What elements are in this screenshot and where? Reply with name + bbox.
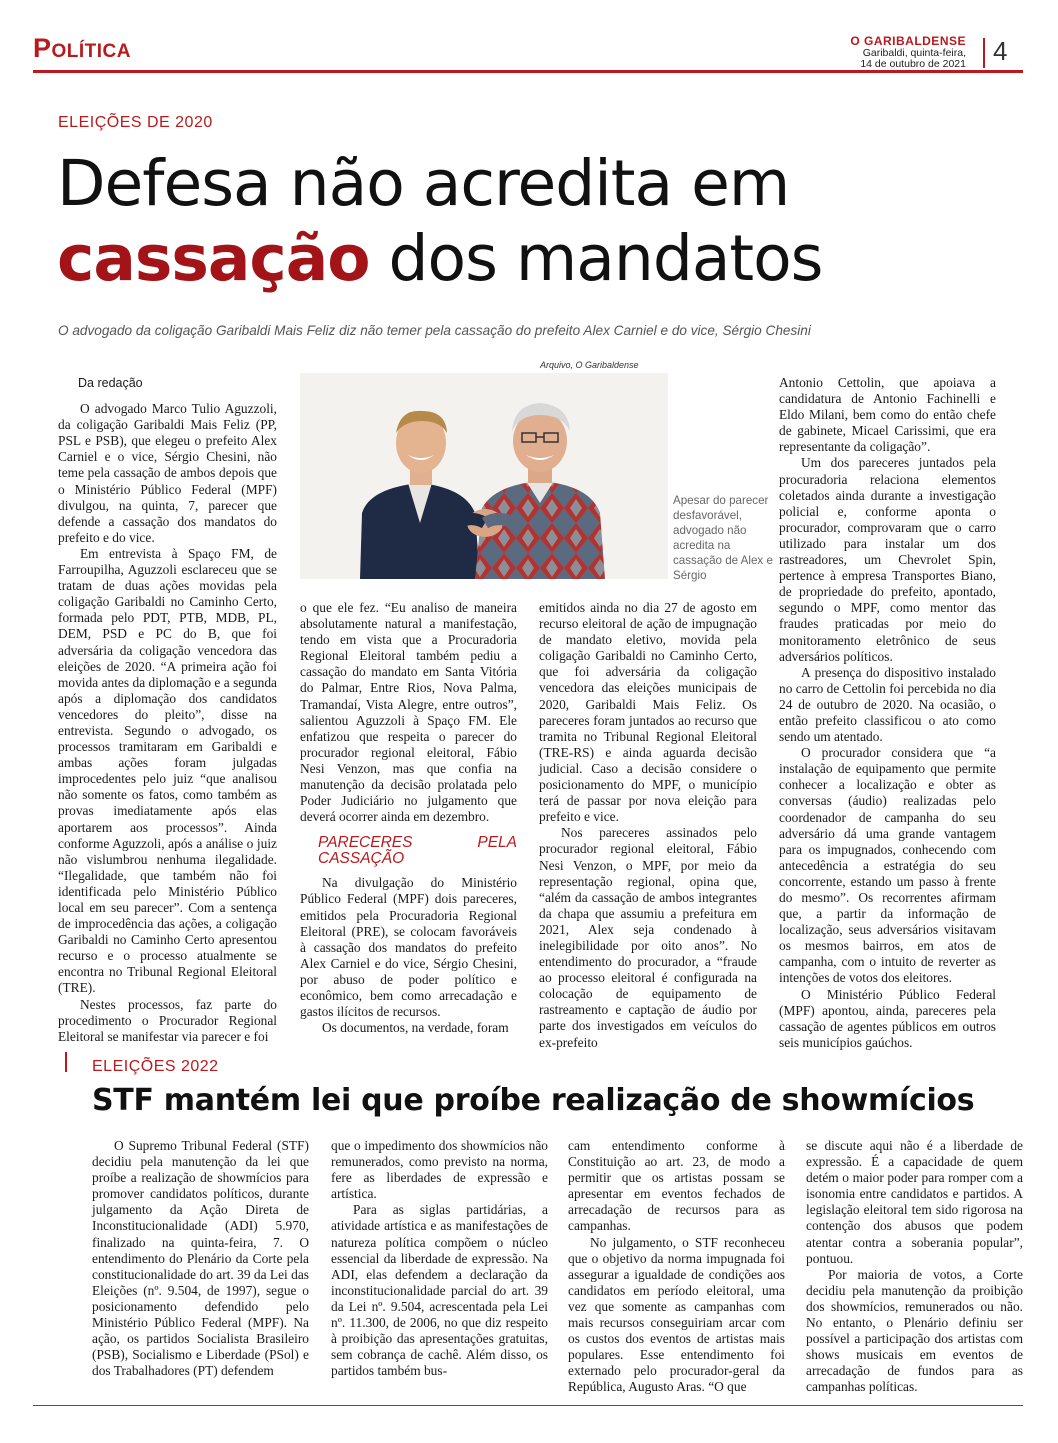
article1-column-4 xyxy=(779,375,996,1051)
photo-caption: Apesar do parecer desfavorável, advogado não acredita na cassação de Alex e Sérgio xyxy=(673,494,773,582)
paragraph: Para as siglas partidárias, a atividade artística e as manifestações de natureza política compõem o núcleo essencial da liberdade de expressão. Na ADI, elas defendem a declaração da inconstitucionalidade parcial do art. 39 da Lei nº. 9.504, acrescentada pela Lei nº. 11.300, de 2006, no que diz respeito à proibição das apresentações gratuitas, sem cobrança de cachê. Além disso, os partidos também bus- xyxy=(331,1202,548,1379)
paragraph: Nestes processos, faz parte do procedimento o Procurador Regional Eleitoral se manifestar via parecer e foi xyxy=(58,996,277,1044)
edition-place: Garibaldi, quinta-feira, xyxy=(862,46,966,59)
article2-divider xyxy=(65,1052,67,1072)
header-rule xyxy=(33,70,1023,73)
article1-column-3 xyxy=(539,600,757,1051)
article2-column-3 xyxy=(568,1138,785,1396)
paper-name: O GARIBALDENSE xyxy=(850,34,966,48)
paragraph: Nos pareceres assinados pelo procurador regional eleitoral, Fábio Nesi Venzon, o MPF, por meio da representação regional, opina que, “além da cassação de ambos integrantes da chapa que assumiu a prefeitura em 2021, Alex seja condenado à inelegibilidade por oito anos”. No entendimento do procurador, a “fraude ao processo eleitoral é configurada na colocação de equipamento de rastreamento e captação de áudio por parte dos investigados em veículos do ex-prefeito xyxy=(539,825,757,1050)
article2-column-2 xyxy=(331,1138,548,1379)
page-number: 4 xyxy=(993,36,1008,66)
article2-column-1 xyxy=(92,1138,309,1379)
paragraph: No julgamento, o STF reconheceu que o objetivo da norma impugnada foi assegurar a igualdade de condições aos candidatos em período eleitoral, uma vez que somente as campanhas com mais recursos conseguiriam arcar com os custos dos eventos de artistas mais populares. Esse entendimento foi externado pelo procurador-geral da República, Augusto Aras. “O que xyxy=(568,1234,785,1395)
article1-column-1 xyxy=(58,375,277,1045)
page-number-divider xyxy=(983,38,985,68)
subheading: PARECERES PELA CASSAÇÃO xyxy=(318,834,517,868)
paragraph: que o impedimento dos showmícios não remunerados, como previsto na norma, fere as liberdades de expressão e artística. xyxy=(331,1138,548,1202)
paragraph: O Ministério Público Federal (MPF) apontou, ainda, pareceres pela cassação de agentes públicos em outros seis municípios gaúchos. xyxy=(779,986,996,1050)
paragraph: o que ele fez. “Eu analiso de maneira absolutamente natural a manifestação, tendo em vista que a Procuradoria Regional Eleitoral também pediu a cassação do mandato em Santa Vitória do Palmar, Entre Rios, Nova Palma, Tramandaí, Vista Alegre, entre outros”, salientou Aguzzoli à Spaço FM. Ele enfatizou que respeita o parecer do procurador regional eleitoral, Fábio Nesi Venzon, mas que confia na manutenção da decisão prolatada pelo Poder Judiciário no julgamento que deverá ocorrer ainda em dezembro. xyxy=(300,600,517,825)
headline-rest: dos mandatos xyxy=(369,222,823,295)
article2-kicker: ELEIÇÕES 2022 xyxy=(92,1058,219,1075)
headline-line1: Defesa não acredita em xyxy=(57,147,790,220)
paragraph: emitidos ainda no dia 27 de agosto em recurso eleitoral de ação de impugnação de mandato eletivo, movida pela coligação Garibaldi no Caminho Certo, que foi adversária da coligação vencedora das eleições municipais de 2020, Garibaldi Mais Feliz. Os pareceres foram juntados ao recurso que tramita no Tribunal Regional Eleitoral (TRE-RS) e ainda aguarda decisão judicial. Caso a decisão considere o posicionamento do MPF, o município terá de passar por nova eleição para prefeito e vice. xyxy=(539,600,757,825)
masthead xyxy=(850,35,966,70)
edition-date: 14 de outubro de 2021 xyxy=(860,57,966,70)
photo-illustration xyxy=(300,373,668,579)
paragraph: Por maioria de votos, a Corte decidiu pela manutenção da proibição dos showmícios, remunerados ou não. No entanto, o Plenário definiu ser possível a participação dos artistas com shows musicais em eventos de arrecadação de fundos para as campanhas políticas. xyxy=(806,1266,1023,1395)
paragraph: O Supremo Tribunal Federal (STF) decidiu pela manutenção da lei que proíbe a realização de showmícios para promover candidatos políticos, durante julgamento da Ação Direta de Inconstitucionalidade (ADI) 5.970, finalizado na quinta-feira, 7. O entendimento do Plenário da Corte pela constitucionalidade do art. 39 da Lei das Eleições (nº. 9.504, de 1997), segue o posicionamento defendido pelo Ministério Público Federal (MPF). Na ação, os partidos Socialista Brasileiro (PSB), Socialismo e Liberdade (PSol) e dos Trabalhadores (PT) defendem xyxy=(92,1138,309,1379)
section-name: Política xyxy=(33,33,131,63)
paragraph: Um dos pareceres juntados pela procuradoria relaciona elementos coletados ainda durante a investigação policial e, conforme aponta o procurador, comprovaram que o carro utilizado para instalar um dos rastreadores, um Chevrolet Spin, pertence à empresa Transportes Biano, de propriedade do prefeito, apontado, segundo o MPF, como mentor das fraudes praticadas por meio do monitoramento eletrônico de seus adversários políticos. xyxy=(779,455,996,664)
paragraph: Na divulgação do Ministério Público Federal (MPF) dois pareceres, emitidos pela Procuradoria Regional Eleitoral (PRE), se colocam favoráveis à cassação dos mandatos do prefeito Alex Carniel e do vice, Sérgio Chesini, por abuso de poder político e econômico, bem como arrecadação e gastos ilícitos de recursos. xyxy=(300,875,517,1020)
paragraph: Os documentos, na verdade, foram xyxy=(322,1020,509,1036)
article-headline xyxy=(57,146,957,296)
footer-rule xyxy=(33,1405,1023,1406)
article-kicker: ELEIÇÕES DE 2020 xyxy=(58,114,213,131)
byline: Da redação xyxy=(78,376,143,390)
article-photo xyxy=(300,373,668,579)
paragraph: Em entrevista à Spaço FM, de Farroupilha, Aguzzoli esclareceu que se tratam de duas ações movidas pela coligação Garibaldi no Caminho Certo, formada pelo PDT, PTB, MDB, PL, DEM, PSD e PC do B, que foi adversária da coligação vencedora das eleições de 2020. “A primeira ação foi movida antes da diplomação e a segunda após a diplomação dos candidatos vencedores do pleito”, disse na entrevista. Segundo o advogado, os processos tramitaram em Garibaldi e ambas ações foram julgadas improcedentes pelo juiz “que analisou não somente os fatos, como também as provas imediatamente após elas aportarem aos processos”. Ainda conforme Aguzzoli, após a análise o juiz não vislumbrou nenhuma ilegalidade. “Ilegalidade, que também não foi identificada pelo Ministério Público local em seu parecer”. Com a sentença de improcedência das ações, a coligação Garibaldi no Caminho Certo apresentou recurso e o processo atualmente se encontra no Tribunal Regional Eleitoral (TRE). xyxy=(58,545,277,996)
article2-headline: STF mantém lei que proíbe realização de showmícios xyxy=(92,1083,975,1118)
paragraph: se discute aqui não é a liberdade de expressão. É a capacidade de quem detém o maior poder para romper com a isonomia entre candidatos e partidos. A legislação eleitoral tem sido rigorosa na contenção dos abusos que podem atentar contra a soberania popular”, pontuou. xyxy=(806,1138,1023,1266)
headline-highlight: cassação xyxy=(57,222,370,295)
article-standfirst: O advogado da coligação Garibaldi Mais Feliz diz não temer pela cassação do prefeito Alex Carniel e do vice, Sérgio Chesini xyxy=(58,323,811,338)
article1-column-2 xyxy=(300,600,517,1036)
paragraph: Antonio Cettolin, que apoiava a candidatura de Antonio Fachinelli e Eldo Milani, bem como do então chefe de gabinete, Micael Carissimi, que era representante da coligação”. xyxy=(779,375,996,455)
paragraph: O procurador considera que “a instalação de equipamento que permite conhecer a localização e obter as conversas (áudio) realizadas pelo coordenador de campanha do seu adversário dá uma grande vantagem para os impugnados, conhecendo com antecedência a estratégia do seu concorrente, estando um passo à frente do mesmo”. Os recorrentes afirmam que, a partir da informação de localização, seus adversários visitavam os mesmos bairros, em atos de campanha, com o intuito de reverter as intenções de votos dos eleitores. xyxy=(779,745,996,986)
paragraph: cam entendimento conforme à Constituição ao art. 23, de modo a permitir que os artistas possam se apresentar em eventos fechados de arrecadação de recursos para as campanhas. xyxy=(568,1138,785,1234)
photo-credit: Arquivo, O Garibaldense xyxy=(540,360,639,370)
headline-line2 xyxy=(57,221,957,296)
paragraph: A presença do dispositivo instalado no carro de Cettolin foi percebida no dia 24 de outubro de 2020. Na ocasião, o então prefeito classificou o ato como sendo um atentado. xyxy=(779,664,996,745)
paragraph: O advogado Marco Tulio Aguzzoli, da coligação Garibaldi Mais Feliz (PP, PSL e PSB), que elegeu o prefeito Alex Carniel e o vice, Sérgio Chesini, não teme pela cassação de ambos depois que o Ministério Público Federal (MPF) divulgou, na quinta, 7, parecer que defende a cassação dos mandatos do prefeito e do vice. xyxy=(58,401,277,545)
article2-column-4 xyxy=(806,1138,1023,1396)
